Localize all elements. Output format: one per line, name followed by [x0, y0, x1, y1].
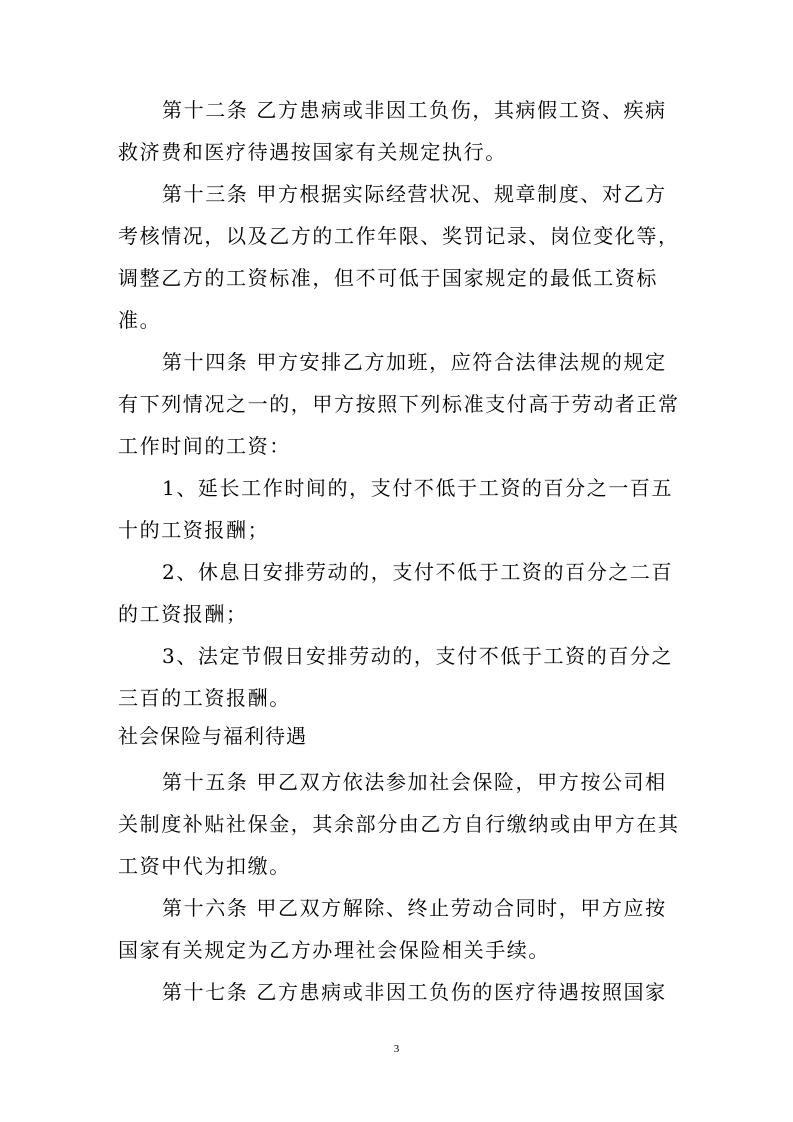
article-13-line-4: 准。 [118, 308, 162, 332]
article-15-line-1: 第十五条 甲乙双方依法参加社会保险，甲方按公司相 [162, 770, 667, 794]
article-12-line-1: 第十二条 乙方患病或非因工负伤，其病假工资、疾病 [162, 98, 667, 122]
article-13-line-1: 第十三条 甲方根据实际经营状况、规章制度、对乙方 [162, 182, 667, 206]
article-17-line-1: 第十七条 乙方患病或非因工负伤的医疗待遇按照国家 [162, 980, 667, 1004]
page-number: 3 [393, 1043, 400, 1055]
article-16-line-2: 国家有关规定为乙方办理社会保险相关手续。 [118, 938, 550, 962]
overtime-item-3-line-1: 3、法定节假日安排劳动的，支付不低于工资的百分之 [162, 644, 674, 668]
overtime-item-2-line-1: 2、休息日安排劳动的，支付不低于工资的百分之二百 [162, 560, 674, 584]
overtime-item-1-line-2: 十的工资报酬； [118, 518, 270, 542]
overtime-item-3-line-2: 三百的工资报酬。 [118, 686, 291, 710]
overtime-item-2-line-2: 的工资报酬； [118, 602, 248, 626]
article-12-line-2: 救济费和医疗待遇按国家有关规定执行。 [118, 140, 507, 164]
article-14-line-3: 工作时间的工资： [118, 434, 291, 458]
section-heading: 社会保险与福利待遇 [118, 724, 307, 748]
article-15-line-3: 工资中代为扣缴。 [118, 854, 291, 878]
article-14-line-2: 有下列情况之一的，甲方按照下列标准支付高于劳动者正常 [118, 392, 680, 416]
overtime-item-1-line-1: 1、延长工作时间的，支付不低于工资的百分之一百五 [162, 476, 674, 500]
article-16-line-1: 第十六条 甲乙双方解除、终止劳动合同时，甲方应按 [162, 896, 667, 920]
article-13-line-3: 调整乙方的工资标准，但不可低于国家规定的最低工资标 [118, 266, 658, 290]
article-14-line-1: 第十四条 甲方安排乙方加班，应符合法律法规的规定 [162, 350, 667, 374]
article-15-line-2: 关制度补贴社保金，其余部分由乙方自行缴纳或由甲方在其 [118, 812, 680, 836]
article-13-line-2: 考核情况，以及乙方的工作年限、奖罚记录、岗位变化等， [118, 224, 680, 248]
